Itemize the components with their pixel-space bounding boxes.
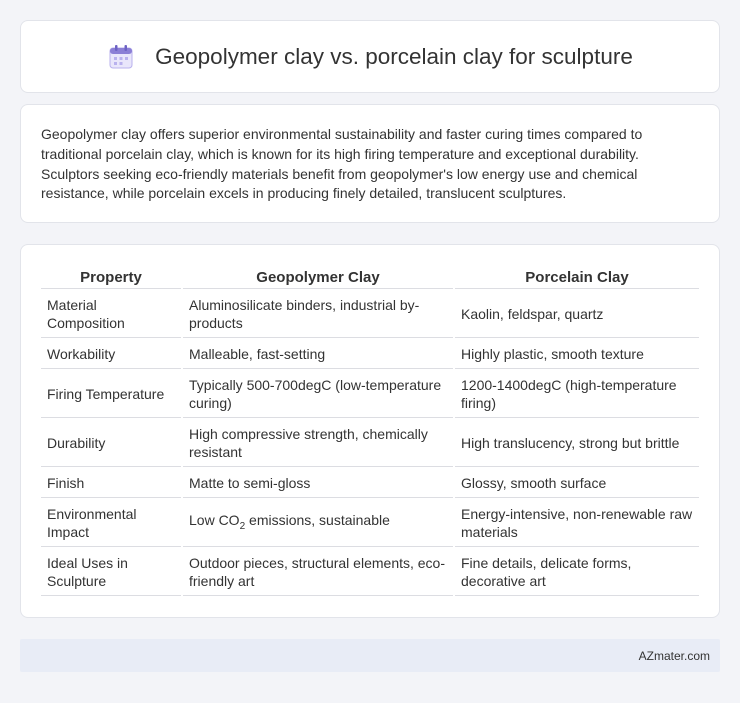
porcelain-cell: Glossy, smooth surface [455, 469, 699, 498]
porcelain-cell: Energy-intensive, non-renewable raw materials [455, 500, 699, 547]
calendar-icon [107, 43, 135, 71]
header-porcelain: Porcelain Clay [455, 265, 699, 289]
geopolymer-cell [183, 500, 453, 547]
property-cell: Environmental Impact [41, 500, 181, 547]
header-property: Property [41, 265, 181, 289]
property-cell: Material Composition [41, 291, 181, 338]
porcelain-cell: Highly plastic, smooth texture [455, 340, 699, 369]
geopolymer-cell: High compressive strength, chemically resistant [183, 420, 453, 467]
comparison-table [39, 263, 701, 598]
co2-suffix: emissions, sustainable [245, 511, 390, 528]
table-row [41, 420, 699, 467]
property-cell: Ideal Uses in Sculpture [41, 549, 181, 596]
geopolymer-cell: Malleable, fast-setting [183, 340, 453, 369]
table-row [41, 500, 699, 547]
table-row [41, 549, 699, 596]
porcelain-cell: 1200-1400degC (high-temperature firing) [455, 371, 699, 418]
table-row [41, 340, 699, 369]
co2-prefix: Low CO [189, 511, 240, 528]
porcelain-cell: High translucency, strong but brittle [455, 420, 699, 467]
title-card [20, 20, 720, 93]
page-title: Geopolymer clay vs. porcelain clay for sculpture [155, 43, 633, 69]
co2-subscript: 2 [239, 520, 246, 532]
comparison-table-card [20, 244, 720, 618]
table-header-row [41, 265, 699, 289]
intro-paragraph: Geopolymer clay offers superior environmental sustainability and faster curing times compared to traditional porcelain clay, which is known for its high firing temperature and exceptional durability. Sculptors seeking eco-friendly materials benefit from geopolymer's low energy use and chemical resistance, while porcelain excels in producing finely detailed, translucent sculptures. [41, 126, 643, 202]
property-cell: Durability [41, 420, 181, 467]
header-geopolymer: Geopolymer Clay [183, 265, 453, 289]
property-cell: Finish [41, 469, 181, 498]
intro-card [20, 104, 720, 223]
table-row [41, 371, 699, 418]
footer [20, 639, 720, 672]
porcelain-cell: Kaolin, feldspar, quartz [455, 291, 699, 338]
porcelain-cell: Fine details, delicate forms, decorative art [455, 549, 699, 596]
geopolymer-cell: Aluminosilicate binders, industrial by-products [183, 291, 453, 338]
table-row [41, 291, 699, 338]
property-cell: Firing Temperature [41, 371, 181, 418]
geopolymer-cell: Typically 500-700degC (low-temperature curing) [183, 371, 453, 418]
table-row [41, 469, 699, 498]
footer-source: AZmater.com [638, 648, 710, 663]
property-cell: Workability [41, 340, 181, 369]
geopolymer-cell: Outdoor pieces, structural elements, eco-friendly art [183, 549, 453, 596]
geopolymer-cell: Matte to semi-gloss [183, 469, 453, 498]
